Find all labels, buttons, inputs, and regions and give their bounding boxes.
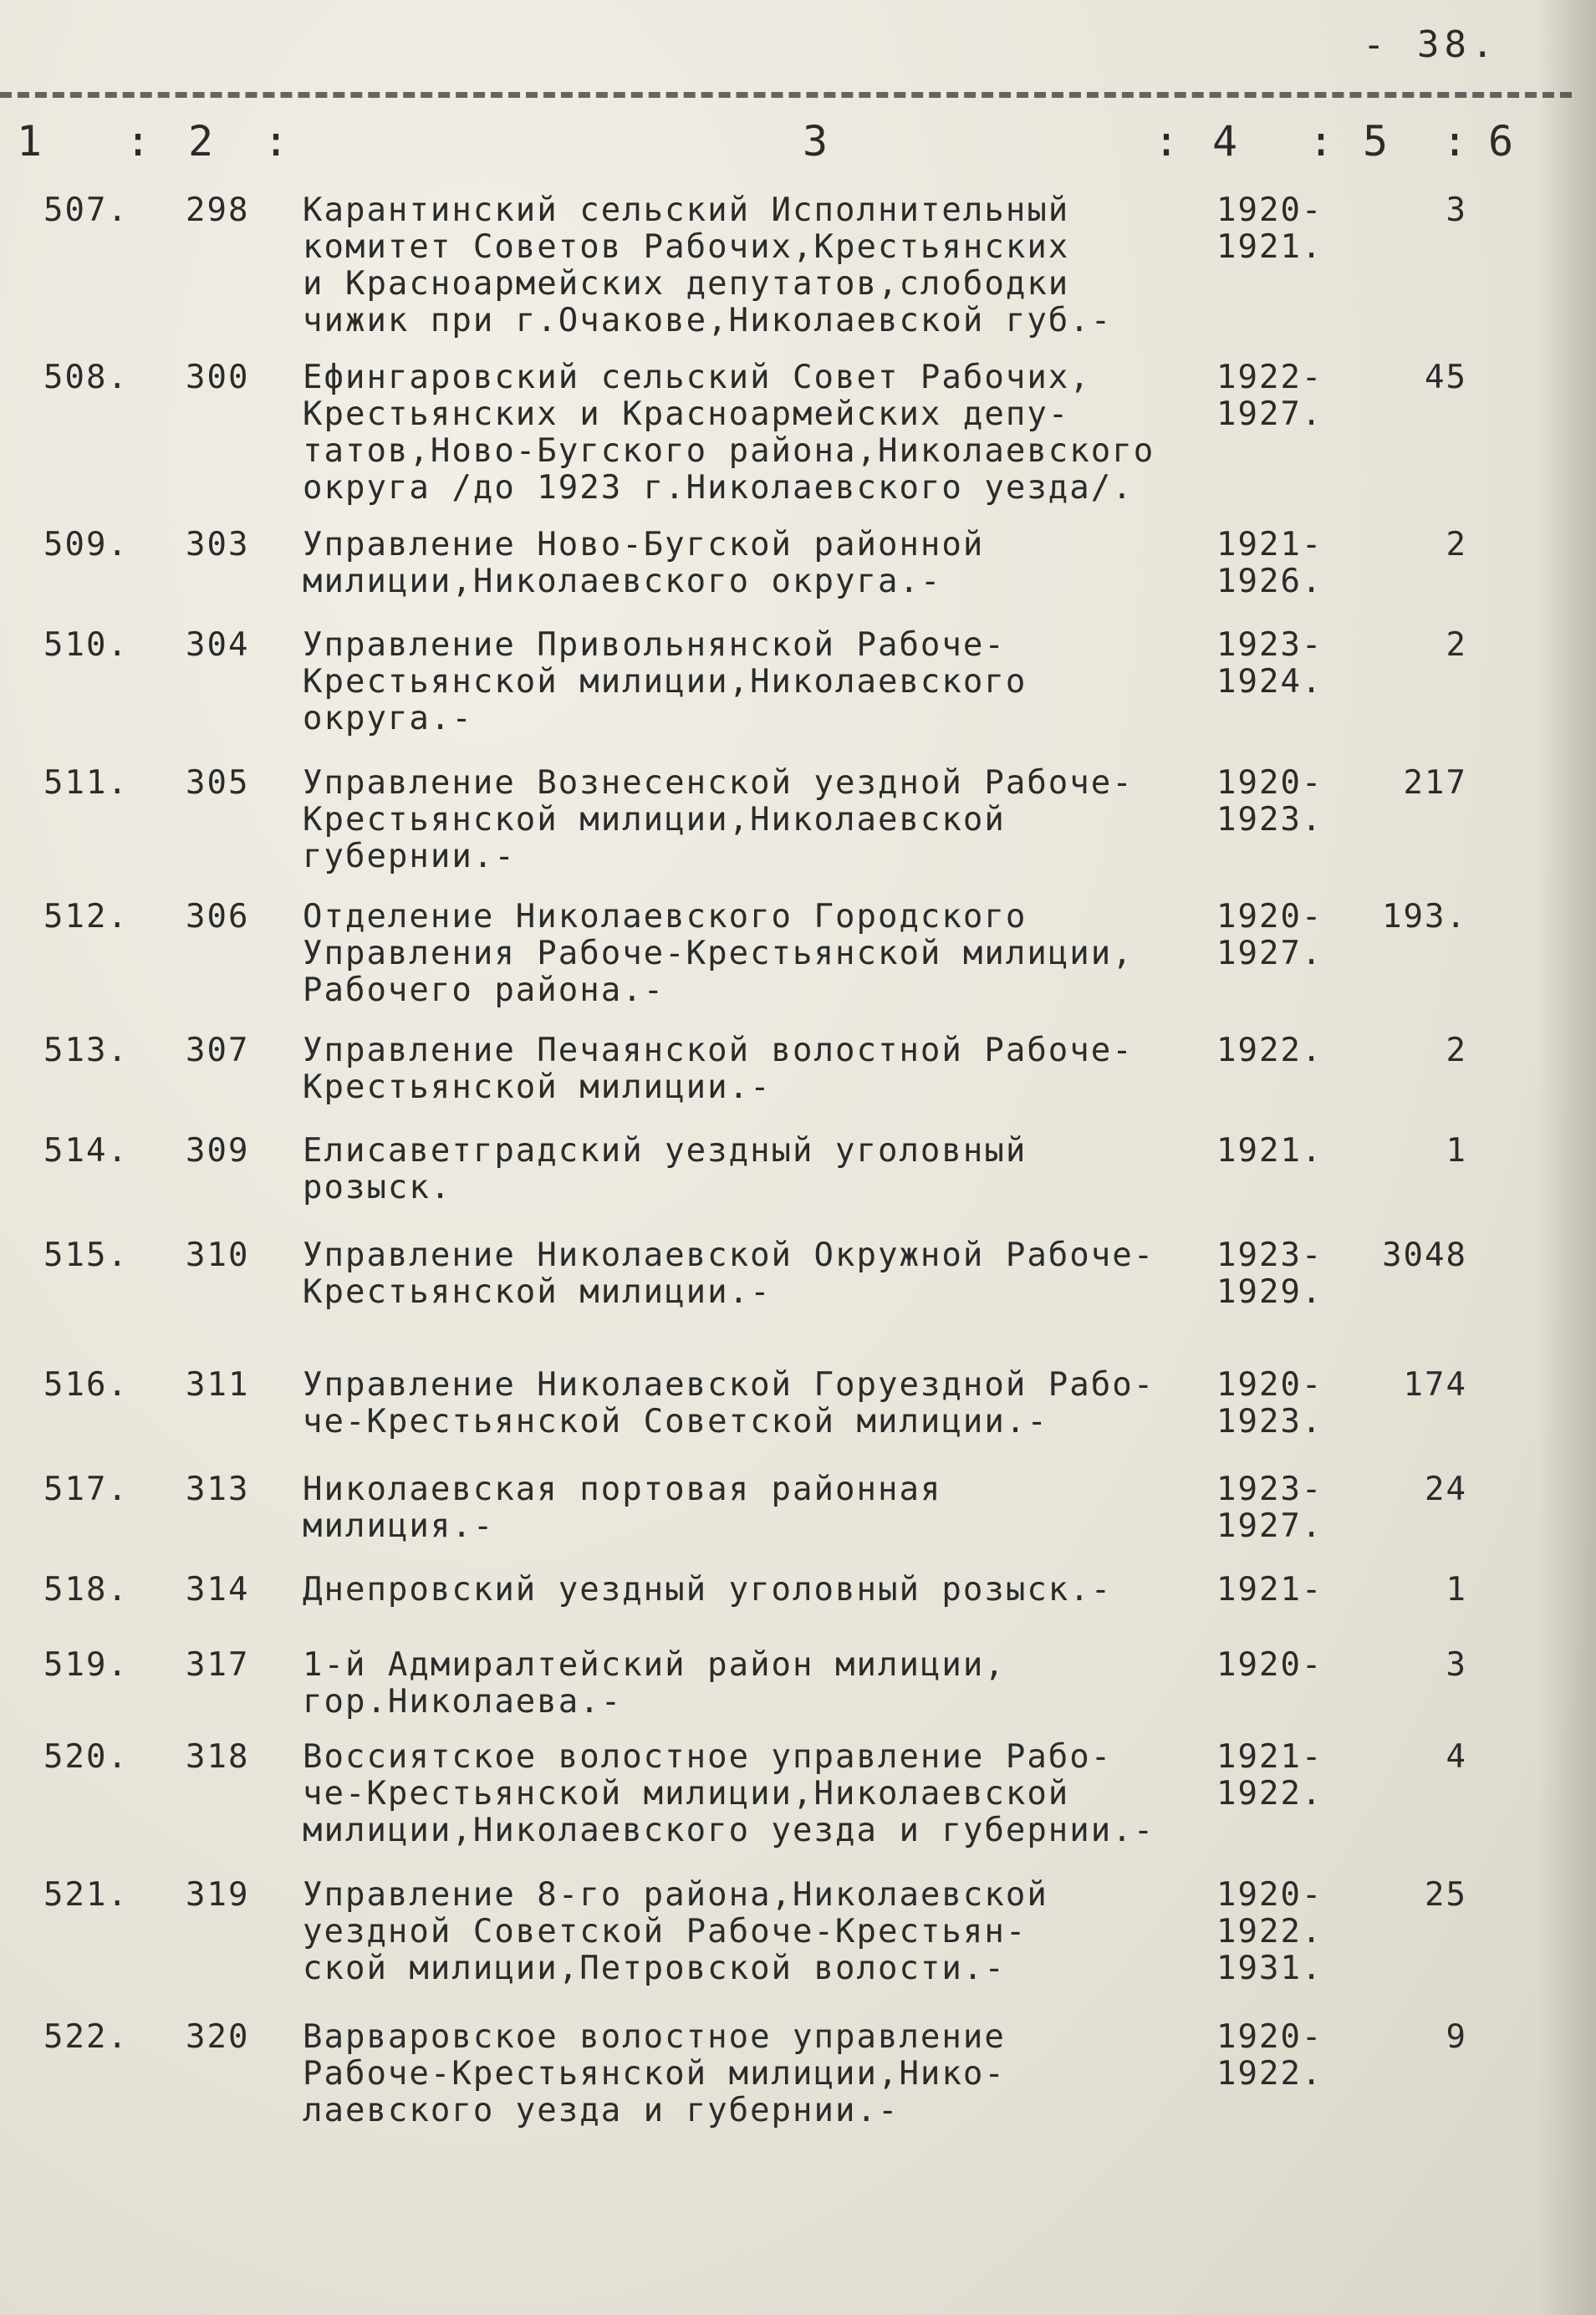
row-number: 510. <box>43 626 129 664</box>
date-range: 1922. <box>1216 1032 1323 1069</box>
row-number: 521. <box>43 1876 129 1914</box>
row-number: 507. <box>43 191 129 229</box>
row-number: 508. <box>43 359 129 396</box>
row-number: 514. <box>43 1132 129 1170</box>
row-number: 515. <box>43 1237 129 1274</box>
col-header-sep: : <box>125 117 155 166</box>
item-count: 1 <box>1446 1132 1467 1170</box>
header-dash-rule <box>0 92 1572 98</box>
fund-number: 320 <box>186 2018 250 2056</box>
col-header-3: 3 <box>803 117 832 166</box>
date-range: 1921. <box>1216 1132 1323 1170</box>
table-row <box>0 2019 1572 2153</box>
table-row <box>0 1033 1572 1133</box>
fund-number: 313 <box>186 1471 250 1508</box>
row-number: 519. <box>43 1646 129 1684</box>
date-range: 1922- 1927. <box>1216 359 1323 433</box>
date-range: 1920- 1922. <box>1216 2018 1323 2093</box>
col-header-5: 5 <box>1363 117 1392 166</box>
fund-number: 304 <box>186 626 250 664</box>
fund-number: 311 <box>186 1366 250 1404</box>
table-row <box>0 527 1572 627</box>
table-row <box>0 1572 1572 1647</box>
row-number: 516. <box>43 1366 129 1404</box>
item-count: 217 <box>1403 764 1467 802</box>
date-range: 1920- <box>1216 1646 1323 1684</box>
date-range: 1923- 1929. <box>1216 1237 1323 1311</box>
item-count: 3 <box>1446 1646 1467 1684</box>
fund-title: Воссиятское волостное управление Рабо- че-Крестьянской милиции,Николаевской милиции,Николаевского уезда и губернии.- <box>303 1738 1155 1849</box>
col-header-sep: : <box>1442 117 1471 166</box>
fund-number: 300 <box>186 359 250 396</box>
fund-title: Отделение Николаевского Городского Управления Рабоче-Крестьянской милиции, Рабочего района.- <box>303 898 1134 1009</box>
col-header-2: 2 <box>188 117 217 166</box>
fund-number: 309 <box>186 1132 250 1170</box>
fund-number: 298 <box>186 191 250 229</box>
table-row <box>0 899 1572 1033</box>
table-row <box>0 1237 1572 1367</box>
fund-number: 305 <box>186 764 250 802</box>
date-range: 1920- 1923. <box>1216 764 1323 839</box>
item-count: 2 <box>1446 626 1467 664</box>
fund-title: Управление Печаянской волостной Рабоче- Крестьянской милиции.- <box>303 1032 1134 1106</box>
date-range: 1920- 1927. <box>1216 898 1323 972</box>
row-number: 520. <box>43 1738 129 1776</box>
table-row <box>0 1133 1572 1237</box>
col-header-1: 1 <box>17 117 46 166</box>
fund-number: 317 <box>186 1646 250 1684</box>
date-range: 1920- 1923. <box>1216 1366 1323 1441</box>
fund-title: Управление Николаевской Окружной Рабоче- Крестьянской милиции.- <box>303 1237 1155 1311</box>
date-range: 1920- 1922. 1931. <box>1216 1876 1323 1987</box>
date-range: 1921- 1926. <box>1216 526 1323 600</box>
fund-title: Елисаветградский уездный уголовный розыск. <box>303 1132 1027 1206</box>
fund-title: Карантинский сельский Исполнительный комитет Советов Рабочих,Крестьянских и Красноармейских депутатов,слободки чижик при г.Очакове,Николаевской губ.- <box>303 191 1113 339</box>
fund-title: Управление Вознесенской уездной Рабоче- Крестьянской милиции,Николаевской губернии.- <box>303 764 1134 875</box>
table-row <box>0 1739 1572 1877</box>
fund-title: Управление Привольнянской Рабоче- Крестьянской милиции,Николаевского округа.- <box>303 626 1027 737</box>
table-row <box>0 1471 1572 1572</box>
row-number: 522. <box>43 2018 129 2056</box>
fund-number: 319 <box>186 1876 250 1914</box>
table-row <box>0 192 1572 359</box>
row-number: 518. <box>43 1571 129 1609</box>
table-row <box>0 1877 1572 2019</box>
date-range: 1921- <box>1216 1571 1323 1609</box>
fund-title: Николаевская портовая районная милиция.- <box>303 1471 942 1545</box>
fund-title: Днепровский уездный уголовный розыск.- <box>303 1571 1113 1609</box>
fund-title: Управление Ново-Бугской районной милиции,Николаевского округа.- <box>303 526 985 600</box>
table-row <box>0 765 1572 899</box>
fund-number: 310 <box>186 1237 250 1274</box>
item-count: 24 <box>1425 1471 1467 1508</box>
item-count: 193. <box>1382 898 1467 936</box>
date-range: 1923- 1924. <box>1216 626 1323 701</box>
table-row <box>0 627 1572 765</box>
date-range: 1923- 1927. <box>1216 1471 1323 1545</box>
table-row <box>0 1367 1572 1471</box>
fund-number: 307 <box>186 1032 250 1069</box>
col-header-sep: : <box>1154 117 1183 166</box>
col-header-4: 4 <box>1212 117 1242 166</box>
item-count: 2 <box>1446 526 1467 563</box>
fund-title: Управление 8-го района,Николаевской уездной Советской Рабоче-Крестьян- ской милиции,Петровской волости.- <box>303 1876 1048 1987</box>
fund-number: 314 <box>186 1571 250 1609</box>
inventory-table <box>0 192 1572 2153</box>
date-range: 1920- 1921. <box>1216 191 1323 266</box>
item-count: 45 <box>1425 359 1467 396</box>
item-count: 1 <box>1446 1571 1467 1609</box>
item-count: 174 <box>1403 1366 1467 1404</box>
col-header-sep: : <box>1308 117 1338 166</box>
column-header-row <box>0 117 1572 176</box>
row-number: 517. <box>43 1471 129 1508</box>
col-header-sep: : <box>263 117 293 166</box>
item-count: 4 <box>1446 1738 1467 1776</box>
fund-title: Управление Николаевской Горуездной Рабо- че-Крестьянской Советской милиции.- <box>303 1366 1155 1441</box>
row-number: 511. <box>43 764 129 802</box>
table-row <box>0 359 1572 527</box>
fund-number: 306 <box>186 898 250 936</box>
item-count: 2 <box>1446 1032 1467 1069</box>
item-count: 25 <box>1425 1876 1467 1914</box>
page-number: - 38. <box>1363 23 1499 66</box>
row-number: 509. <box>43 526 129 563</box>
item-count: 3048 <box>1382 1237 1467 1274</box>
fund-title: Варваровское волостное управление Рабоче-Крестьянской милиции,Нико- лаевского уезда и губернии.- <box>303 2018 1006 2129</box>
table-row <box>0 1647 1572 1739</box>
item-count: 3 <box>1446 191 1467 229</box>
row-number: 513. <box>43 1032 129 1069</box>
item-count: 9 <box>1446 2018 1467 2056</box>
fund-number: 303 <box>186 526 250 563</box>
fund-title: Ефингаровский сельский Совет Рабочих, Крестьянских и Красноармейских депу- татов,Ново-Бугского района,Николаевского округа /до 1923 г.Николаевского уезда/. <box>303 359 1155 507</box>
fund-title: 1-й Адмиралтейский район милиции, гор.Николаева.- <box>303 1646 1006 1721</box>
date-range: 1921- 1922. <box>1216 1738 1323 1813</box>
col-header-6: 6 <box>1488 117 1517 166</box>
fund-number: 318 <box>186 1738 250 1776</box>
row-number: 512. <box>43 898 129 936</box>
